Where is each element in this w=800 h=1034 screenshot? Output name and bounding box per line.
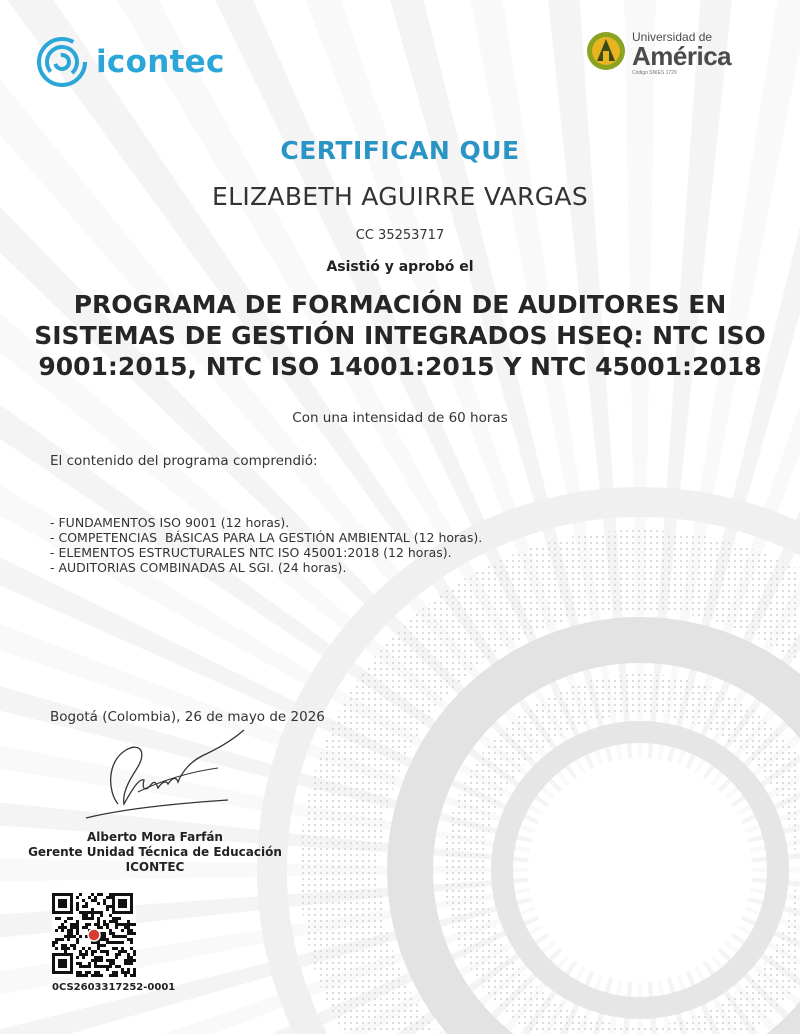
module-item: - AUDITORIAS COMBINADAS AL SGI. (24 horas). bbox=[50, 560, 347, 575]
attended-text: Asistió y aprobó el bbox=[326, 259, 474, 275]
module-item: - COMPETENCIAS BÁSICAS PARA LA GESTIÓN AMBIENTAL (12 horas). bbox=[50, 530, 483, 545]
icontec-logo bbox=[36, 36, 225, 88]
certificate-heading: CERTIFICAN QUE bbox=[280, 136, 520, 165]
signatory-title: Gerente Unidad Técnica de Educación ICONTEC bbox=[28, 845, 282, 874]
university-name-line1: Universidad de bbox=[632, 29, 713, 44]
module-list bbox=[50, 515, 482, 575]
verification-code: 0CS2603317252-0001 bbox=[52, 982, 176, 993]
module-item: - FUNDAMENTOS ISO 9001 (12 horas). bbox=[50, 515, 290, 530]
universidad-america-logo bbox=[586, 30, 731, 76]
signatory-name: Alberto Mora Farfán bbox=[87, 830, 223, 844]
signatory-block bbox=[10, 830, 300, 875]
icontec-rings-icon bbox=[36, 36, 88, 88]
university-seal-icon bbox=[586, 30, 626, 76]
university-code: Código SNIES 1729 bbox=[632, 69, 677, 76]
signature bbox=[78, 722, 258, 831]
module-item: - ELEMENTOS ESTRUCTURALES NTC ISO 45001:2018 (12 horas). bbox=[50, 545, 452, 560]
icontec-wordmark: icontec bbox=[96, 44, 225, 80]
course-intensity: Con una intensidad de 60 horas bbox=[292, 410, 508, 426]
id-number: CC 35253717 bbox=[355, 228, 445, 243]
content-label: El contenido del programa comprendió: bbox=[50, 453, 318, 469]
place-and-date: Bogotá (Colombia), 26 de mayo de 2026 bbox=[50, 709, 325, 725]
qr-code[interactable] bbox=[52, 893, 136, 981]
recipient-name: ELIZABETH AGUIRRE VARGAS bbox=[212, 182, 588, 211]
program-title: PROGRAMA DE FORMACIÓN DE AUDITORES EN SISTEMAS DE GESTIÓN INTEGRADOS HSEQ: NTC ISO 9001:2015, NTC ISO 14001:2015 Y NTC 45001:2018 bbox=[34, 290, 766, 381]
university-name-line2: América bbox=[632, 40, 732, 71]
